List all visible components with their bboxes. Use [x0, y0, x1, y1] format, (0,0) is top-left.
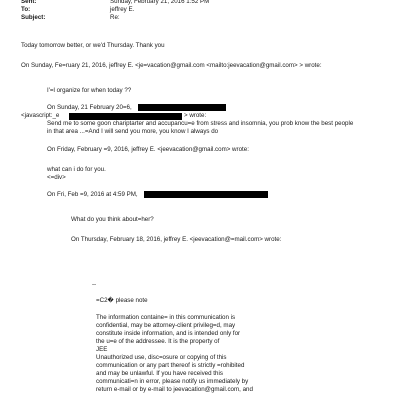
disclaimer-line: and may be unlawful. If you have received this: [96, 370, 223, 377]
disclaimer-line: communicati=n in error, please notify us immediately by: [96, 378, 249, 385]
quote-header-4: On Fri, Feb =9, 2016 at 4:59 PM,: [47, 191, 138, 198]
to-label: To:: [21, 6, 31, 13]
disclaimer-line: return e-mail or by e-mail to jeevacation@gmail.com, and: [96, 386, 253, 393]
reply-text: Today tomorrow better, or we'd Thursday. Thank you: [21, 42, 165, 49]
quote-header-5: On Thursday, February 18, 2016, jeffrey E. <jeevacation@=mail.com> wrote:: [71, 236, 282, 243]
disclaimer-line: Unauthorized use, disc=osure or copying of this: [96, 354, 227, 361]
redaction-bar: [138, 104, 226, 111]
disclaimer-line: constitute inside information, and is intended only for: [96, 330, 241, 337]
quoted-message-2-cont: in that area ...=And I will send you more, you know I always do: [47, 128, 219, 135]
disclaimer-line: the u=e of the addressee. It is the property of: [96, 338, 220, 345]
please-note: =C2� please note: [96, 297, 148, 304]
subject-label: Subject:: [21, 14, 46, 21]
disclaimer-line: The information containe= in this communication is: [96, 314, 236, 321]
sent-label: Sent:: [21, 0, 37, 5]
quote-header-2-cont: <javascript:_e: [21, 112, 60, 119]
quoted-message-4: What do you think about=her?: [71, 216, 154, 223]
quote-header-2-wrote: > wrote:: [184, 112, 207, 119]
disclaimer-line: JEE: [96, 346, 108, 353]
sent-value: Sunday, February 21, 2016 1:52 PM: [110, 0, 210, 5]
html-tag-text: <=div>: [47, 174, 66, 181]
quote-header-1: On Sunday, Fe=ruary 21, 2016, jeffrey E. <je=vacation@gmail.com <mailto:jeevacation@gmail.com> > wrote:: [21, 62, 322, 69]
quote-header-3: On Friday, February =9, 2016, jeffrey E. <jeevacation@gmail.com> wrote:: [47, 146, 249, 153]
subject-value: Re:: [110, 14, 120, 21]
to-value: jeffrey E.: [110, 6, 135, 13]
quoted-message-1: I'=l organize for when today ??: [47, 87, 132, 94]
redaction-bar: [69, 113, 182, 120]
quoted-message-2: Send me to some goon chariptarter and accupancu=e from stress and insomnia, you prob know the best people: [47, 120, 354, 127]
quote-header-2: On Sunday, 21 February 20=6,: [47, 104, 132, 111]
disclaimer-line: confidential, may be attorney-client privileg=d, may: [96, 322, 236, 329]
disclaimer-line: communication or any part thereof is strictly =rohibited: [96, 362, 245, 369]
redaction-bar: [144, 191, 268, 198]
signature-separator: --: [92, 281, 97, 288]
quoted-message-3: what can i do for you.: [47, 166, 106, 173]
